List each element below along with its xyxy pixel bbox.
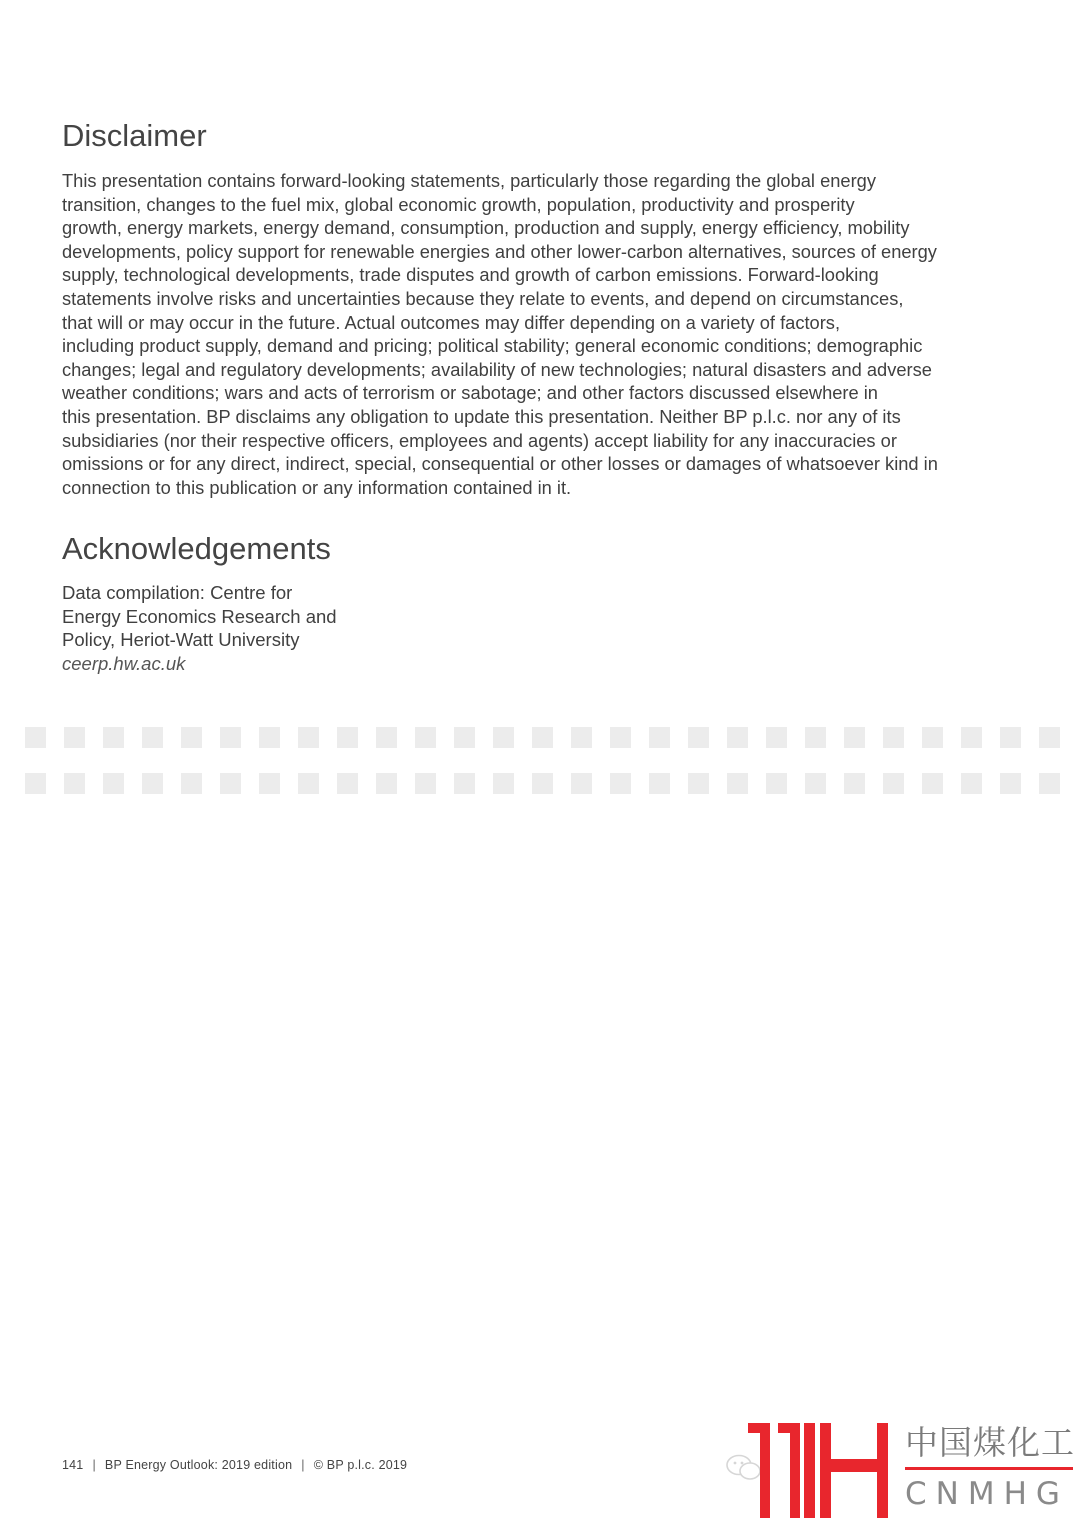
decorative-square bbox=[961, 773, 982, 794]
decorative-square bbox=[610, 773, 631, 794]
acknowledgement-line: Data compilation: Centre for bbox=[62, 582, 293, 603]
decorative-square bbox=[805, 727, 826, 748]
disclaimer-line: connection to this publication or any information contained in it. bbox=[62, 476, 572, 498]
publication-title: BP Energy Outlook: 2019 edition bbox=[104, 1458, 293, 1472]
acknowledgement-line: Energy Economics Research and bbox=[62, 605, 337, 627]
decorative-square bbox=[493, 773, 514, 794]
disclaimer-line: developments, policy support for renewable energies and other lower-carbon alternatives, sources of energy bbox=[62, 240, 937, 262]
decorative-square bbox=[376, 773, 397, 794]
acknowledgement-line: Policy, Heriot-Watt University bbox=[62, 629, 300, 651]
cnmhg-logo-mark bbox=[748, 1421, 898, 1518]
decorative-square bbox=[610, 727, 631, 748]
logo-divider bbox=[905, 1467, 1073, 1470]
page-number: 141 bbox=[62, 1458, 84, 1472]
decorative-square bbox=[493, 727, 514, 748]
decorative-square bbox=[922, 773, 943, 794]
disclaimer-line: changes; legal and regulatory developments; availability of new technologies; natural disasters and adverse bbox=[62, 358, 932, 380]
decorative-square bbox=[688, 773, 709, 794]
decorative-square bbox=[181, 773, 202, 794]
decorative-square bbox=[454, 727, 475, 748]
cnmhg-logo bbox=[748, 1421, 1078, 1518]
decorative-square bbox=[1000, 773, 1021, 794]
disclaimer-line: weather conditions; wars and acts of terrorism or sabotage; and other factors discussed elsewhere in bbox=[62, 382, 878, 404]
decorative-square bbox=[337, 727, 358, 748]
decorative-square bbox=[142, 727, 163, 748]
decorative-square bbox=[259, 727, 280, 748]
disclaimer-line: growth, energy markets, energy demand, consumption, production and supply, energy efficiency, mobility bbox=[62, 217, 910, 239]
disclaimer-line: statements involve risks and uncertainties because they relate to events, and depend on circumstances, bbox=[62, 287, 904, 309]
disclaimer-line: that will or may occur in the future. Actual outcomes may differ depending on a variety of factors, bbox=[62, 311, 841, 333]
decorative-square bbox=[649, 773, 670, 794]
footer-separator: | bbox=[301, 1458, 305, 1472]
decorative-square bbox=[1039, 727, 1060, 748]
decorative-square bbox=[766, 727, 787, 748]
decorative-square bbox=[844, 773, 865, 794]
decorative-square bbox=[415, 773, 436, 794]
decorative-square bbox=[532, 727, 553, 748]
disclaimer-line: including product supply, demand and pricing; political stability; general economic conditions; demographic bbox=[62, 335, 923, 357]
page-footer bbox=[62, 1457, 407, 1473]
decorative-square bbox=[298, 773, 319, 794]
decorative-square bbox=[844, 727, 865, 748]
decorative-square bbox=[649, 727, 670, 748]
decorative-square bbox=[220, 773, 241, 794]
logo-english-name: CNMHG bbox=[905, 1476, 1069, 1512]
decorative-squares-row bbox=[25, 727, 1065, 748]
decorative-square bbox=[142, 773, 163, 794]
copyright-notice: © BP p.l.c. 2019 bbox=[313, 1458, 408, 1472]
decorative-square bbox=[103, 773, 124, 794]
decorative-square bbox=[532, 773, 553, 794]
ceerp-website-link[interactable]: ceerp.hw.ac.uk bbox=[62, 652, 186, 674]
decorative-square bbox=[727, 727, 748, 748]
decorative-square bbox=[688, 727, 709, 748]
decorative-square bbox=[376, 727, 397, 748]
footer-separator: | bbox=[92, 1458, 96, 1472]
disclaimer-line: this presentation. BP disclaims any obligation to update this presentation. Neither BP p.l.c. nor any of its bbox=[62, 405, 901, 427]
disclaimer-line: This presentation contains forward-looking statements, particularly those regarding the global energy bbox=[62, 170, 876, 191]
decorative-square bbox=[415, 727, 436, 748]
decorative-square bbox=[64, 773, 85, 794]
acknowledgements-heading: Acknowledgements bbox=[62, 531, 331, 566]
decorative-square bbox=[1000, 727, 1021, 748]
decorative-square bbox=[181, 727, 202, 748]
disclaimer-line: subsidiaries (nor their respective officers, employees and agents) accept liability for any inaccuracies or bbox=[62, 429, 897, 451]
logo-chinese-name: 中国煤化工 bbox=[905, 1423, 1075, 1462]
decorative-square bbox=[454, 773, 475, 794]
decorative-square bbox=[727, 773, 748, 794]
decorative-square bbox=[220, 727, 241, 748]
decorative-square bbox=[1039, 773, 1060, 794]
decorative-square bbox=[25, 727, 46, 748]
disclaimer-line: omissions or for any direct, indirect, special, consequential or other losses or damages of whatsoever kind in bbox=[62, 453, 938, 475]
decorative-square bbox=[805, 773, 826, 794]
decorative-square bbox=[571, 773, 592, 794]
decorative-square bbox=[883, 773, 904, 794]
decorative-square bbox=[571, 727, 592, 748]
decorative-square bbox=[259, 773, 280, 794]
disclaimer-paragraph bbox=[62, 169, 1027, 499]
disclaimer-line: transition, changes to the fuel mix, global economic growth, population, productivity and prosperity bbox=[62, 193, 855, 215]
decorative-square bbox=[883, 727, 904, 748]
acknowledgements-body bbox=[62, 581, 392, 675]
decorative-squares-row bbox=[25, 773, 1065, 794]
decorative-square bbox=[25, 773, 46, 794]
decorative-square bbox=[337, 773, 358, 794]
decorative-square bbox=[103, 727, 124, 748]
decorative-square bbox=[766, 773, 787, 794]
decorative-square bbox=[64, 727, 85, 748]
decorative-square bbox=[298, 727, 319, 748]
decorative-square bbox=[922, 727, 943, 748]
disclaimer-line: supply, technological developments, trade disputes and growth of carbon emissions. Forward-looking bbox=[62, 264, 879, 286]
disclaimer-heading: Disclaimer bbox=[62, 118, 207, 153]
decorative-square bbox=[961, 727, 982, 748]
